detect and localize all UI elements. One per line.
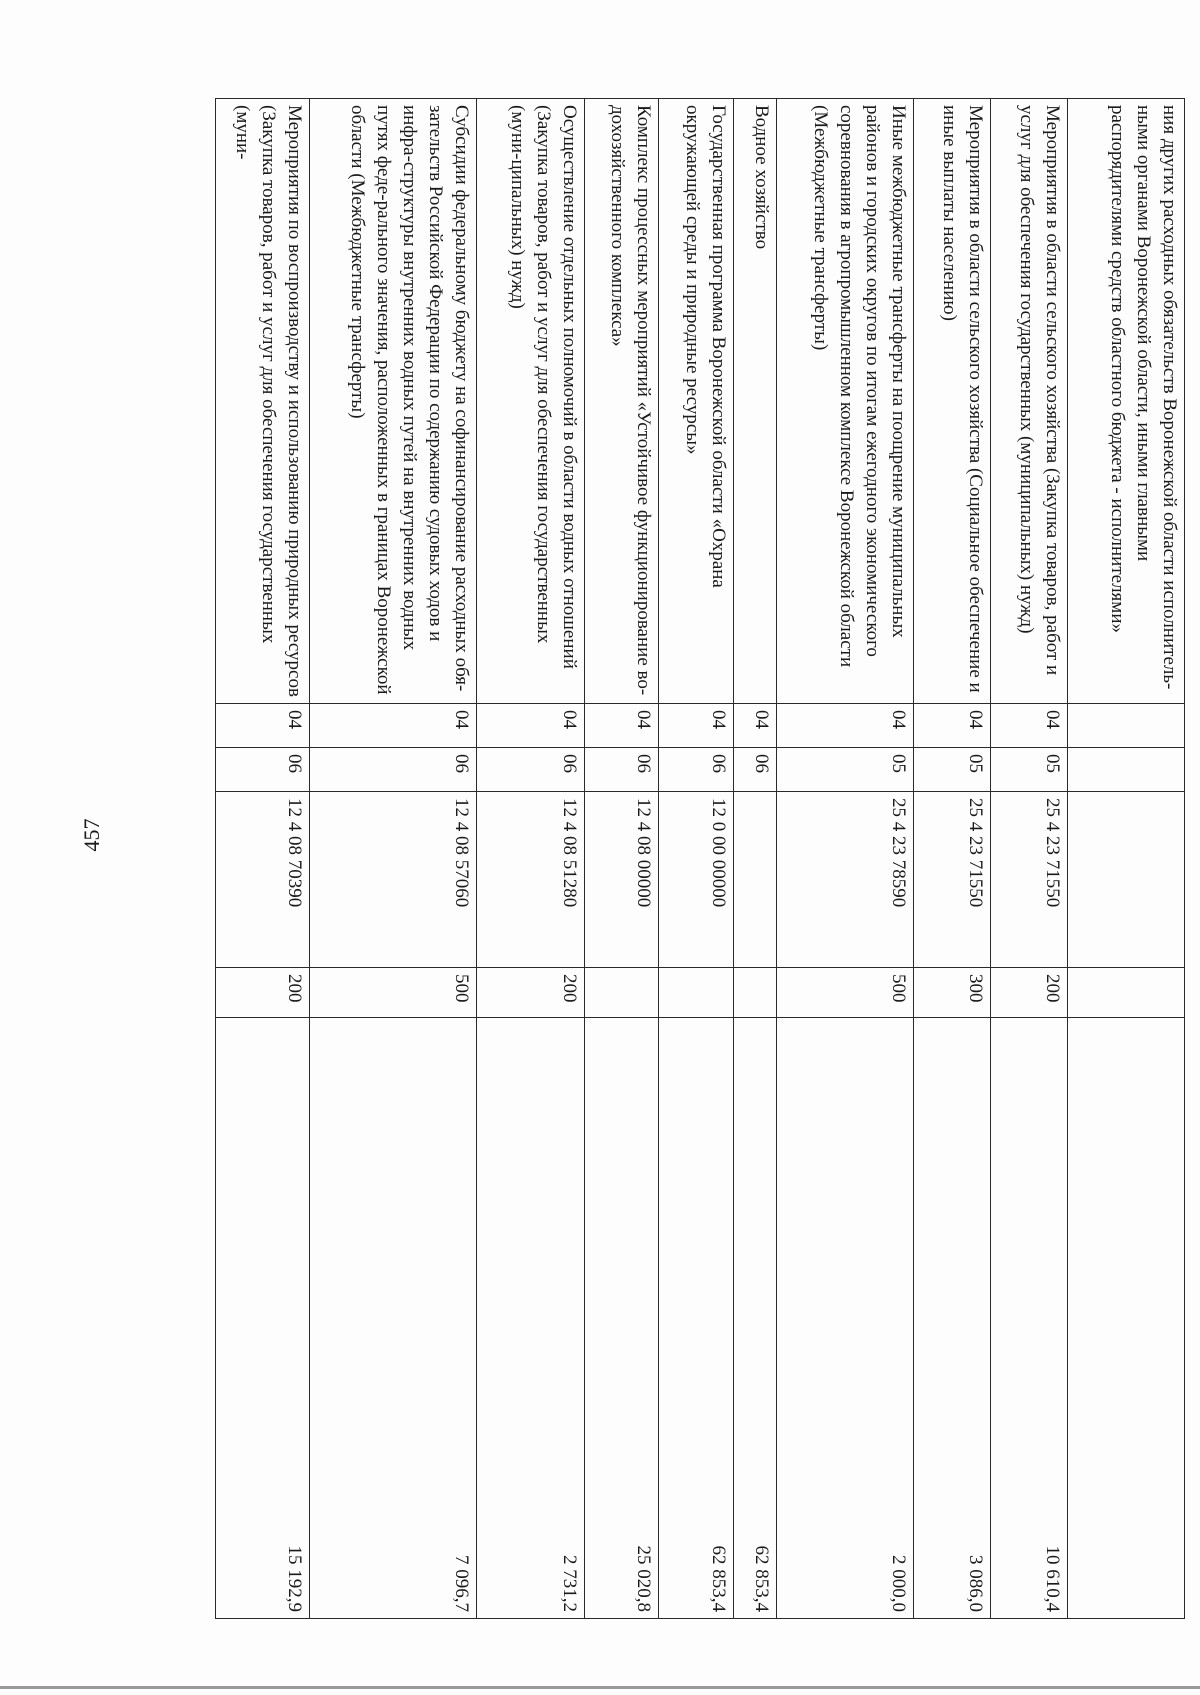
- row-amount: 25 020,8: [584, 1018, 658, 1619]
- table-row: [476, 99, 584, 1619]
- row-section: 04: [216, 704, 310, 748]
- row-expense-type: 500: [309, 968, 476, 1018]
- row-expense-type: [733, 968, 776, 1018]
- row-subsection: 05: [914, 748, 991, 792]
- row-expense-type: 200: [476, 968, 584, 1018]
- row-subsection: 05: [990, 748, 1067, 792]
- row-name: Мероприятия по воспроизводству и использованию природных ресурсов (Закупка товаров, работ и услуг для обеспечения государственных (муни-: [216, 99, 310, 704]
- table-row: [776, 99, 914, 1619]
- row-expense-type: 200: [990, 968, 1067, 1018]
- row-section: 04: [776, 704, 914, 748]
- row-section: 04: [584, 704, 658, 748]
- row-section: 04: [733, 704, 776, 748]
- row-expense-type: 500: [776, 968, 914, 1018]
- row-section: 04: [990, 704, 1067, 748]
- row-name: Мероприятия в области сельского хозяйства (Закупка товаров, работ и услуг для обеспечения государственных (муниципальных) нужд): [990, 99, 1067, 704]
- row-name: Иные межбюджетные трансферты на поощрение муниципальных районов и городских округов по итогам ежегодного экономического соревнования в агропромышленном комплексе Воронежской области (Межбюджетные трансферты): [776, 99, 914, 704]
- row-amount: 2 000,0: [776, 1018, 914, 1619]
- row-amount: 3 086,0: [914, 1018, 991, 1619]
- table-row: [1067, 99, 1184, 1619]
- row-expense-type: 200: [216, 968, 310, 1018]
- row-expense-type: [584, 968, 658, 1018]
- row-target-article: 25 4 23 71550: [914, 792, 991, 968]
- row-section: 04: [309, 704, 476, 748]
- row-subsection: 06: [733, 748, 776, 792]
- row-subsection: 05: [776, 748, 914, 792]
- row-section: 04: [659, 704, 733, 748]
- page-number: 457: [79, 818, 104, 852]
- row-amount: 2 731,2: [476, 1018, 584, 1619]
- row-target-article: 25 4 23 78590: [776, 792, 914, 968]
- table-row: [584, 99, 658, 1619]
- row-name: Субсидии федеральному бюджету на софинансирование расходных обя-зательств Российской Федерации по содержанию судовых ходов и инфра-структуры внутренних водных путей на внутренних водных путях феде-рального значения, расположенных в границах Воронежской области (Межбюджетные трансферты): [309, 99, 476, 704]
- row-expense-type: 300: [914, 968, 991, 1018]
- row-amount: 62 853,4: [659, 1018, 733, 1619]
- row-target-article: 25 4 23 71550: [990, 792, 1067, 968]
- row-name: Осуществление отдельных полномочий в области водных отношений (Закупка товаров, работ и услуг для обеспечения государственных (муни-ципальных) нужд): [476, 99, 584, 704]
- table-row: [914, 99, 991, 1619]
- row-subsection: 06: [309, 748, 476, 792]
- row-amount: 15 192,9: [216, 1018, 310, 1619]
- table-row: [990, 99, 1067, 1619]
- budget-table: [215, 98, 1185, 1619]
- row-subsection: 06: [659, 748, 733, 792]
- row-section: 04: [914, 704, 991, 748]
- budget-table-frame: [215, 98, 1185, 1618]
- row-name: Комплекс процессных мероприятий «Устойчивое функционирование во-дохозяйственного комплекса»: [584, 99, 658, 704]
- row-target-article: 12 4 08 00000: [584, 792, 658, 968]
- row-subsection: [1067, 748, 1184, 792]
- row-subsection: 06: [584, 748, 658, 792]
- row-section: [1067, 704, 1184, 748]
- row-name: Мероприятия в области сельского хозяйства (Социальное обеспечение и иные выплаты населению): [914, 99, 991, 704]
- row-name: ния других расходных обязательств Воронежской области исполнитель-ными органами Воронежской области, иными главными распорядителями средств областного бюджета - исполнителями»: [1067, 99, 1184, 704]
- row-amount: 10 610,4: [990, 1018, 1067, 1619]
- row-amount: [1067, 1018, 1184, 1619]
- row-subsection: 06: [216, 748, 310, 792]
- scan-edge-line: [0, 1686, 1200, 1689]
- row-name: Государственная программа Воронежской области «Охрана окружающей среды и природные ресурсы»: [659, 99, 733, 704]
- row-expense-type: [659, 968, 733, 1018]
- row-name: Водное хозяйство: [733, 99, 776, 704]
- row-target-article: 12 4 08 51280: [476, 792, 584, 968]
- row-target-article: 12 0 00 00000: [659, 792, 733, 968]
- row-target-article: 12 4 08 70390: [216, 792, 310, 968]
- table-row: [733, 99, 776, 1619]
- table-row: [659, 99, 733, 1619]
- row-target-article: 12 4 08 57060: [309, 792, 476, 968]
- row-subsection: 06: [476, 748, 584, 792]
- row-amount: 7 096,7: [309, 1018, 476, 1619]
- table-row: [216, 99, 310, 1619]
- row-amount: 62 853,4: [733, 1018, 776, 1619]
- row-target-article: [1067, 792, 1184, 968]
- row-expense-type: [1067, 968, 1184, 1018]
- row-target-article: [733, 792, 776, 968]
- table-row: [309, 99, 476, 1619]
- row-section: 04: [476, 704, 584, 748]
